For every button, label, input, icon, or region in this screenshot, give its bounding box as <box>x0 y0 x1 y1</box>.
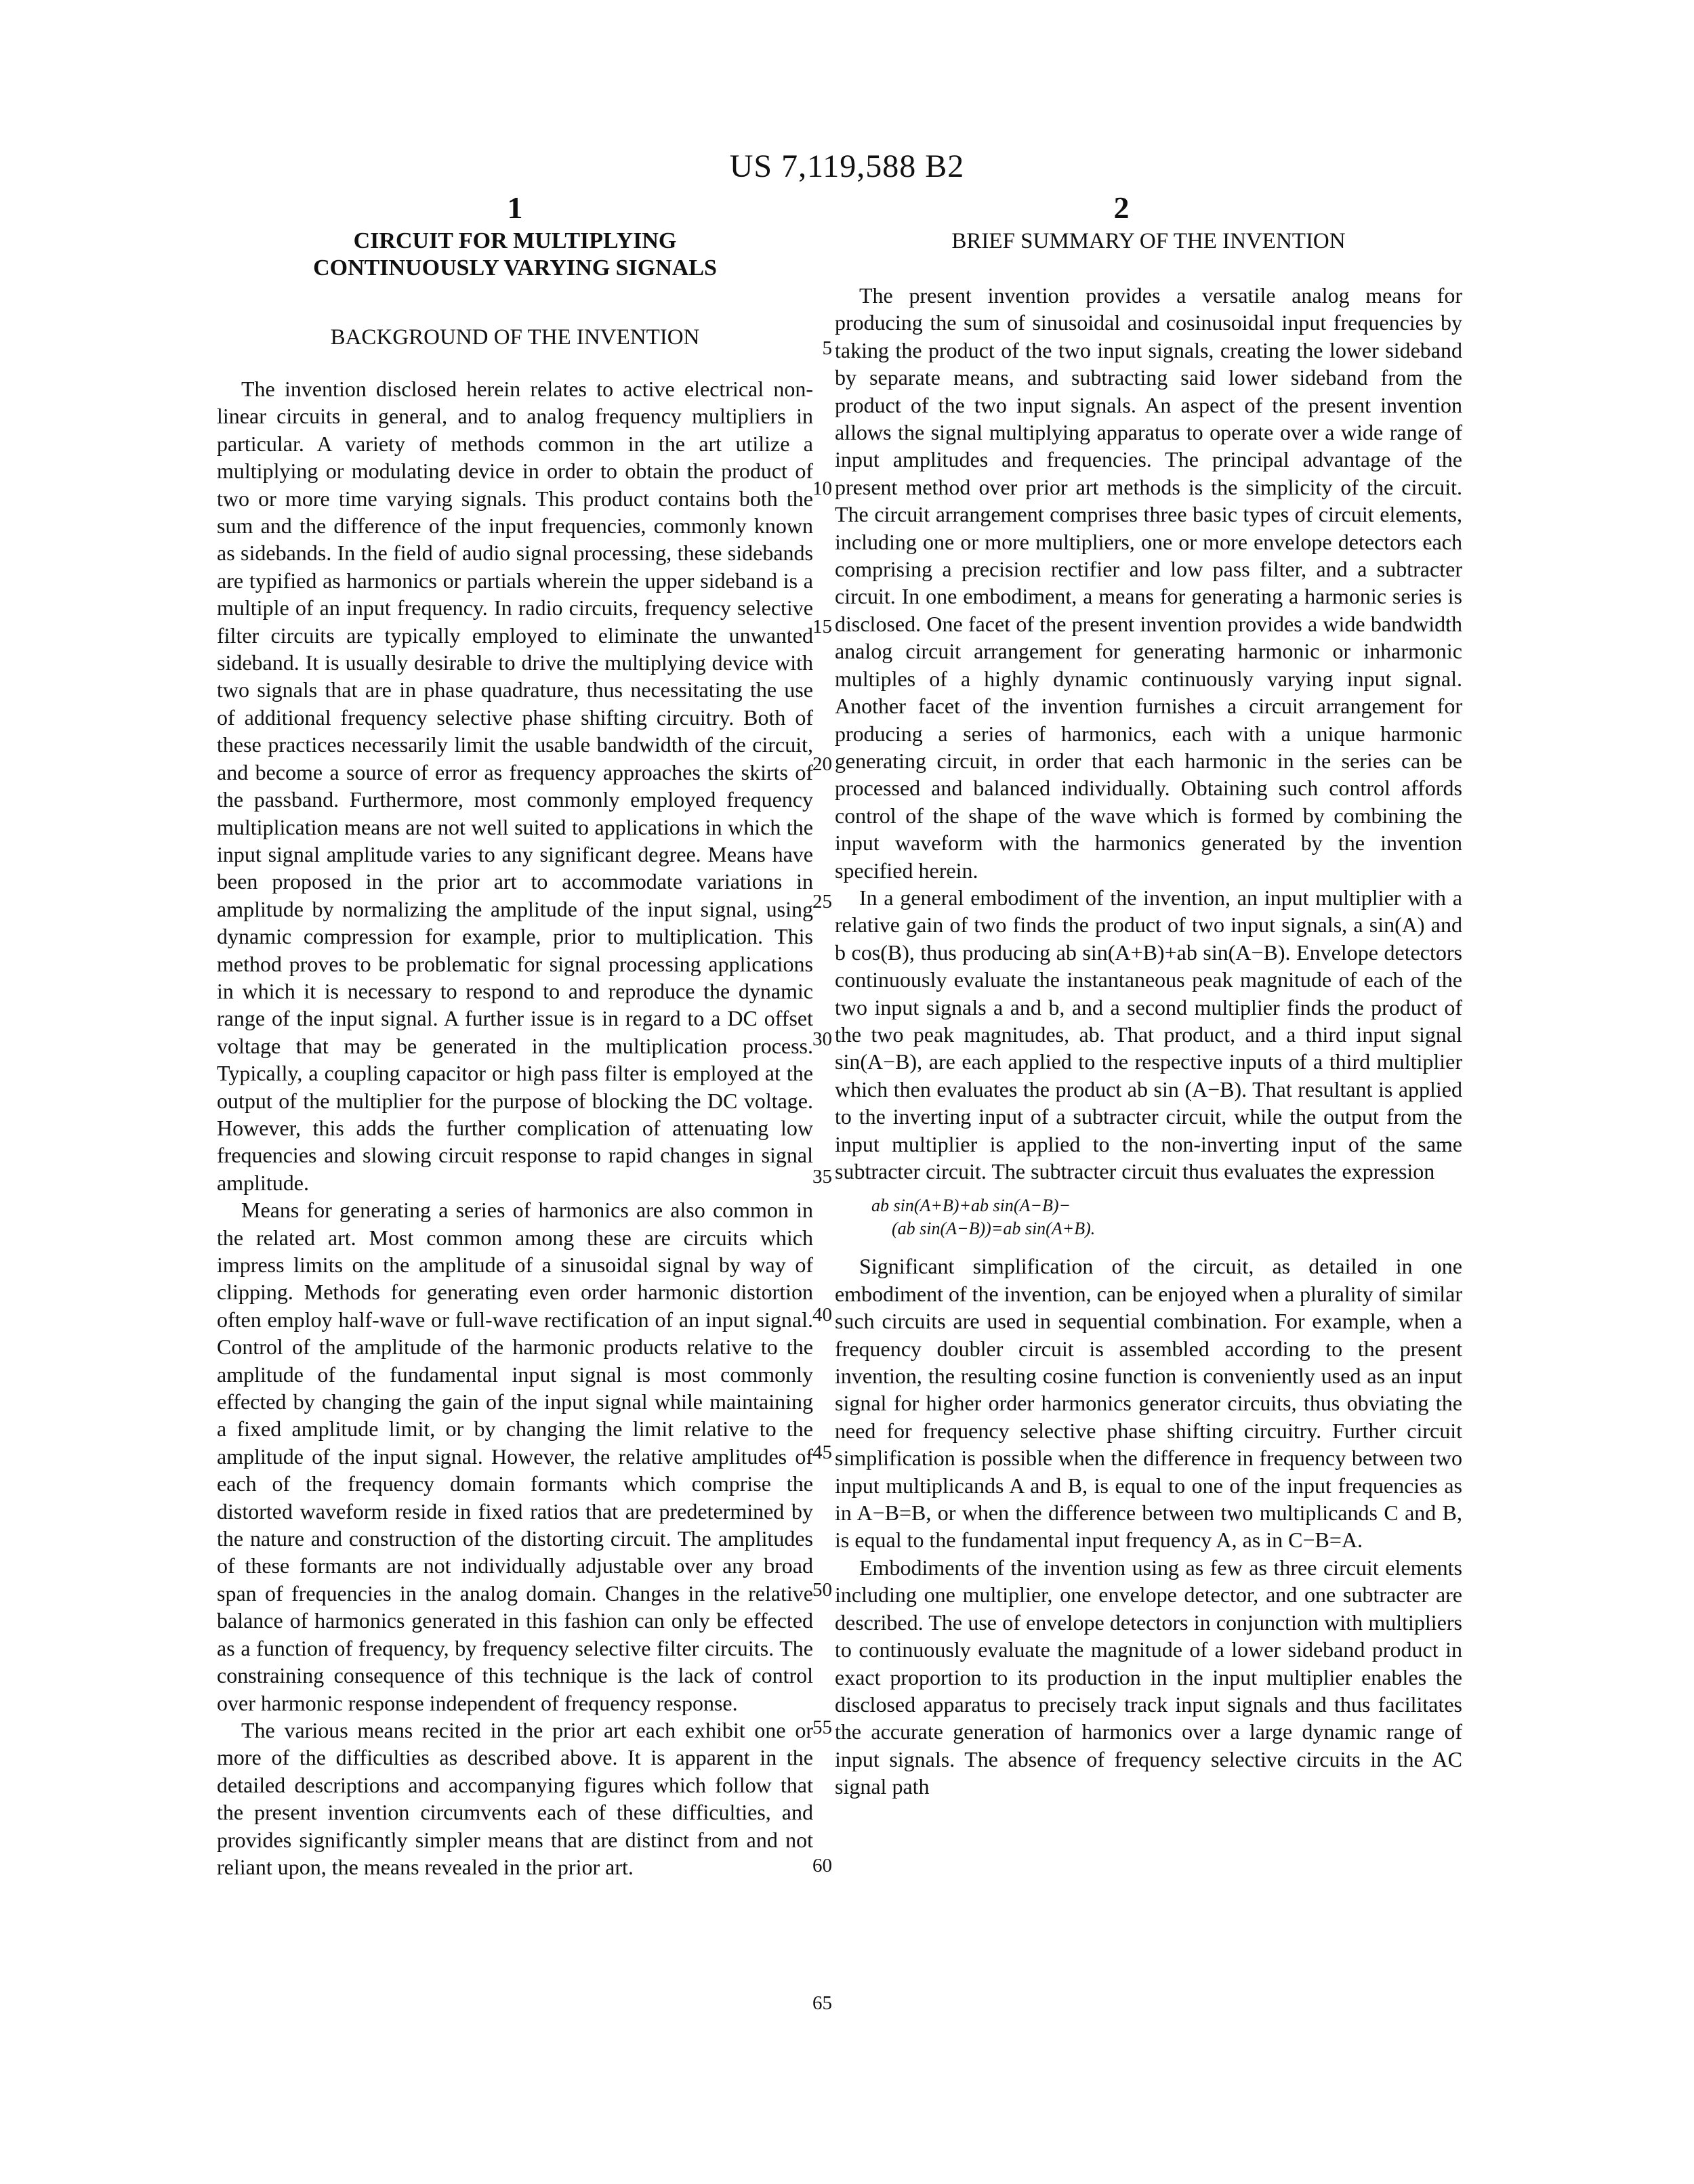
line-number: 30 <box>812 1028 832 1050</box>
summary-paragraph-2: In a general embodiment of the invention, an input multiplier with a relative gain of two finds the product of two input signals, a sin(A) and b cos(B), thus producing ab sin(A+B)+ab sin(A−B). Envelope detectors continuously evaluate the instantaneous peak magnitude of each of the two input signals a and b, and a second multiplier finds the product of the two peak magnitudes, ab. That product, and a third input signal sin(A−B), are each applied to the respective inputs of a third multiplier which then evaluates the product ab sin (A−B). That resultant is applied to the inverting input of a subtracter circuit, while the output from the input multiplier is applied to the non-inverting input of the same subtracter circuit. The subtracter circuit thus evaluates the expression <box>835 885 1462 1183</box>
line-number: 5 <box>822 337 832 359</box>
patent-number: US 7,119,588 B2 <box>729 148 965 184</box>
right-column <box>835 228 1462 1801</box>
equation-line-2: (ab sin(A−B))=ab sin(A+B). <box>892 1219 1096 1239</box>
equation <box>871 1194 1462 1240</box>
line-number: 55 <box>812 1717 832 1738</box>
background-heading: BACKGROUND OF THE INVENTION <box>330 325 700 350</box>
line-number: 20 <box>812 753 832 775</box>
line-number: 10 <box>812 478 832 499</box>
invention-title-line1: CIRCUIT FOR MULTIPLYING <box>353 228 677 253</box>
left-column <box>217 228 813 1881</box>
line-number: 40 <box>812 1304 832 1326</box>
line-number: 35 <box>812 1166 832 1188</box>
line-number: 50 <box>812 1579 832 1601</box>
line-number: 65 <box>812 1992 832 2014</box>
line-number: 45 <box>812 1442 832 1463</box>
background-paragraph-1: The invention disclosed herein relates to active electrical non-linear circuits in general, and to analog frequency multipliers in particular. A variety of methods common in the art utilize a multiplying or modulating device in order to obtain the product of two or more time varying signals. This product contains both the sum and the difference of the input frequencies, commonly known as sidebands. In the field of audio signal processing, these sidebands are typified as harmonics or partials wherein the upper sideband is a multiple of an input frequency. In radio circuits, frequency selective filter circuits are typically employed to eliminate the unwanted sideband. It is usually desirable to drive the multiplying device with two signals that are in phase quadrature, thus necessitating the use of additional frequency selective phase shifting circuitry. Both of these practices necessarily limit the usable bandwidth of the circuit, and become a source of error as frequency approaches the skirts of the passband. Furthermore, most commonly employed frequency multiplication means are not well suited to applications in which the input signal amplitude varies to any significant degree. Means have been proposed in the prior art to accommodate variations in amplitude by normalizing the amplitude of the input signal, using dynamic compression for example, prior to multiplication. This method proves to be problematic for signal processing applications in which it is necessary to respond to and reproduce the dynamic range of the input signal. A further issue is in regard to a DC offset voltage that may be generated in the multiplication process. Typically, a coupling capacitor or high pass filter is employed at the output of the multiplier for the purpose of blocking the DC voltage. However, this adds the further complication of attenuating low frequencies and slowing circuit response to rapid changes in signal amplitude. <box>217 377 813 1195</box>
summary-paragraph-4: Embodiments of the invention using as few as three circuit elements including one multiplier, one envelope detector, and one subtracter are described. The use of envelope detectors in conjunction with multipliers to continuously evaluate the magnitude of a lower sideband product in exact proportion to its production in the input multiplier enables the disclosed apparatus to precisely track input signals and thus facilitates the accurate generation of harmonics over a large dynamic range of input signals. The absence of frequency selective circuits in the AC signal path <box>835 1555 1462 1799</box>
summary-paragraph-3: Significant simplification of the circuit, as detailed in one embodiment of the invention, can be enjoyed when a plurality of similar such circuits are used in sequential combination. For example, when a frequency doubler circuit is assembled according to the present invention, the resulting cosine function is conveniently used as an input signal for higher order harmonics generator circuits, thus obviating the need for frequency selective phase shifting circuitry. Further circuit simplification is possible when the difference in frequency between two input multiplicands A and B, is equal to one of the input frequencies as in A−B=B, or when the difference between two multiplicands C and B, is equal to the fundamental input frequency A, as in C−B=A. <box>835 1254 1462 1553</box>
line-number: 25 <box>812 891 832 912</box>
left-column-number: 1 <box>507 190 523 225</box>
line-number: 60 <box>812 1855 832 1876</box>
line-number-gutter <box>791 0 832 2184</box>
summary-paragraph-1: The present invention provides a versatile analog means for producing the sum of sinusoidal and cosinusoidal input frequencies by taking the product of the two input signals, creating the lower sideband by separate means, and subtracting said lower sideband from the product of the two input signals. An aspect of the present invention allows the signal multiplying apparatus to operate over a wide range of input amplitudes and frequencies. The principal advantage of the present method over prior art methods is the simplicity of the circuit. The circuit arrangement comprises three basic types of circuit elements, including one or more multipliers, one or more envelope detectors each comprising a precision rectifier and low pass filter, and a subtracter circuit. In one embodiment, a means for generating a harmonic series is disclosed. One facet of the present invention provides a wide bandwidth analog circuit arrangement for generating harmonic or inharmonic multiples of a highly dynamic continuously varying input signal. Another facet of the invention furnishes a circuit arrangement for producing a series of harmonics, each with a unique harmonic generating circuit, in order that each harmonic in the series can be processed and balanced individually. Obtaining such control affords control of the shape of the wave which is formed by combining the input waveform with the harmonics generated by the invention specified herein. <box>835 283 1462 883</box>
line-number: 15 <box>812 616 832 637</box>
summary-heading: BRIEF SUMMARY OF THE INVENTION <box>951 229 1346 253</box>
background-paragraph-2: Means for generating a series of harmonics are also common in the related art. Most common among these are circuits which impress limits on the amplitude of a sinusoidal signal by way of clipping. Methods for generating even order harmonic distortion often employ half-wave or full-wave rectification of an input signal. Control of the amplitude of the harmonic products relative to the amplitude of the fundamental input signal is most commonly effected by changing the gain of the input signal while maintaining a fixed amplitude limit, or by changing the limit relative to the amplitude of the input signal. However, the relative amplitudes of each of the frequency domain formants which comprise the distorted waveform reside in fixed ratios that are predetermined by the nature and construction of the distorting circuit. The amplitudes of these formants are not individually adjustable over any broad span of frequencies in the analog domain. Changes in the relative balance of harmonics generated in this fashion can only be effected as a function of frequency, by frequency selective filter circuits. The constraining consequence of this technique is the lack of control over harmonic response independent of frequency response. <box>217 1198 813 1715</box>
background-paragraph-3: The various means recited in the prior art each exhibit one or more of the difficulties as described above. It is apparent in the detailed descriptions and accompanying figures which follow that the present invention circumvents each of these difficulties, and provides significantly simpler means that are distinct from and not reliant upon, the means revealed in the prior art. <box>217 1717 813 1879</box>
right-column-number: 2 <box>1113 190 1130 225</box>
invention-title-line2: CONTINUOUSLY VARYING SIGNALS <box>313 255 717 280</box>
equation-line-1: ab sin(A+B)+ab sin(A−B)− <box>871 1196 1071 1216</box>
